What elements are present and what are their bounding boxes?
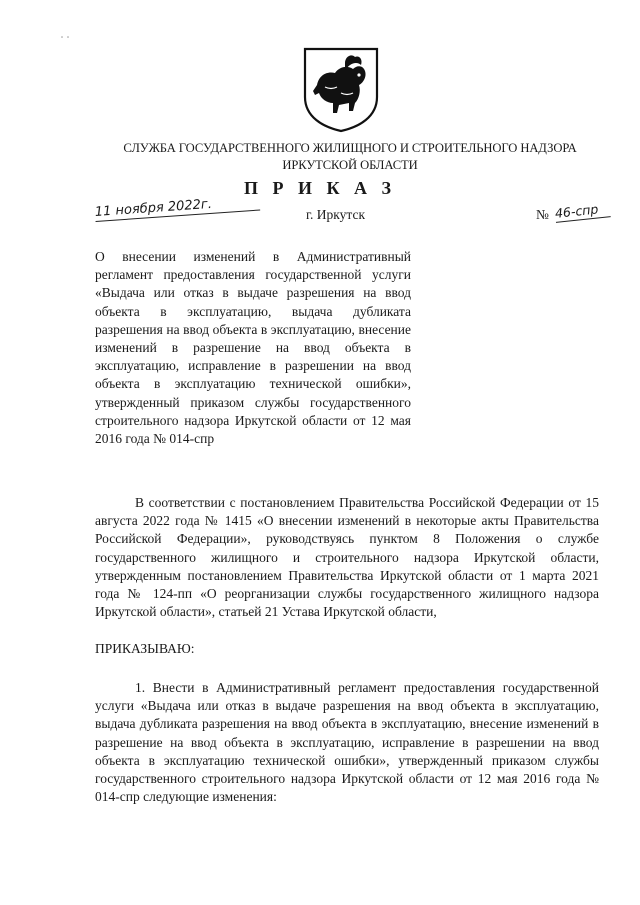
order-subject: О внесении изменений в Административный регламент предоставления государственной услуги «Выдача или отказ в выдаче разрешения на ввод объекта в эксплуатацию, выдача дубликата разрешения на ввод объекта в эксплуатацию, внесение изменений в разрешение на ввод объекта в эксплуатацию, исправление в разрешении на ввод объекта в эксплуатацию технической ошибки», утвержденный приказом службы государственного строительного надзора Иркутской области от 12 мая 2016 года № 014-спр xyxy=(95,249,411,447)
document-title: П Р И К А З xyxy=(243,178,397,198)
number-label: № xyxy=(536,207,549,222)
order-keyword: ПРИКАЗЫВАЮ: xyxy=(95,641,195,656)
agency-name-line1: СЛУЖБА ГОСУДАРСТВЕННОГО ЖИЛИЩНОГО И СТРОИТЕЛЬНОГО НАДЗОРА xyxy=(123,141,577,155)
irkutsk-emblem-icon xyxy=(301,45,381,133)
handwritten-order-number: 46-спр xyxy=(554,200,610,223)
preamble-paragraph: В соответствии с постановлением Правительства Российской Федерации от 15 августа 2022 года № 1415 «О внесении изменений в некоторые акты Правительства Российской Федерации», руководствуясь пунктом 8 Положения о службе государственного жилищного и строительного надзора Иркутской области, утвержденным постановлением Правительства Иркутской области от 1 марта 2021 года № 124-пп «О реорганизации службы государственного жилищного надзора Иркутской области», статьей 21 Устава Иркутской области, xyxy=(95,495,599,620)
agency-name-line2: ИРКУТСКОЙ ОБЛАСТИ xyxy=(282,158,418,172)
order-item-1: 1. Внести в Административный регламент предоставления государственной услуги «Выдача или отказ в выдаче разрешения на ввод объекта в эксплуатацию, выдача дубликата разрешения на ввод объекта в эксплуатацию, внесение изменений в разрешение на ввод объекта в эксплуатацию, исправление в разрешении на ввод объекта в эксплуатацию технической ошибки», утвержденный приказом службы государственного строительного надзора Иркутской области от 12 мая 2016 года № 014-спр следующие изменения: xyxy=(95,680,599,805)
city: г. Иркутск xyxy=(306,207,365,222)
scan-mark xyxy=(60,35,72,39)
handwritten-date: 11 ноября 2022г. xyxy=(94,194,260,222)
agency-name xyxy=(60,140,640,174)
